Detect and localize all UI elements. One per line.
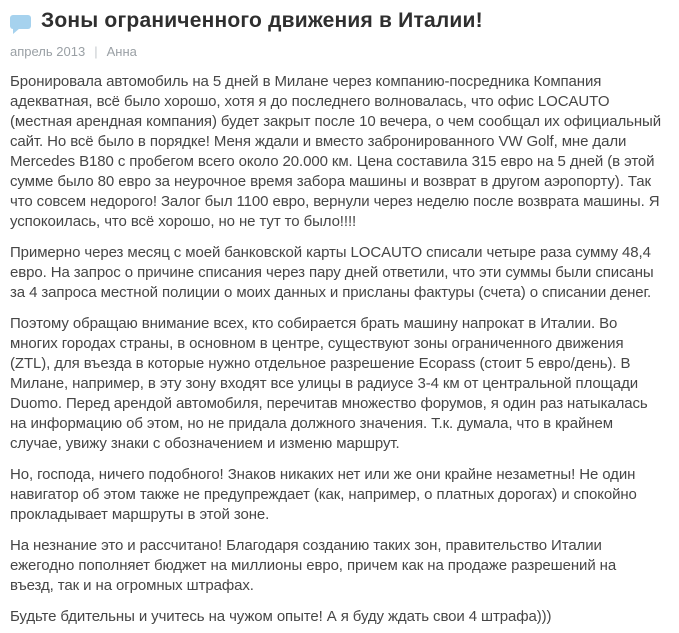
post-paragraph: Будьте бдительны и учитесь на чужом опыте! А я буду ждать свои 4 штрафа))): [10, 608, 552, 625]
post-header: [10, 9, 663, 33]
post-paragraph: Примерно через месяц с моей банковской карты LOCAUTO списали четыре раза сумму 48,4 евро. На запрос о причине списания через пару дней ответили, что эти суммы были списаны за 4 запроса местной полиции о моих данных и присланы фактуры (счета) о списании денег.: [10, 244, 654, 301]
post-title: Зоны ограниченного движения в Италии!: [41, 9, 483, 32]
post-paragraph: Бронировала автомобиль на 5 дней в Милане через компанию-посредника Компания адекватная, всё было хорошо, хотя я до последнего волновалась, что офис LOCAUTO (местная арендная компания) будет закрыт после 10 вечера, о чем сообщал их официальный сайт. Но всё было в порядке! Меня ждали и вместо забронированного VW Golf, мне дали Mercedes B180 с пробегом всего около 20.000 км. Цена составила 315 евро на 5 дней (в этой сумме было 80 евро за неурочное время забора машины и возврат в другом аэропорту). Так что совсем недорого! Залог был 1100 евро, вернули через неделю после возврата машины. Я успокоилась, что всё хорошо, но не тут то было!!!!: [10, 73, 661, 230]
post-body: [10, 72, 663, 627]
post-paragraph: Поэтому обращаю внимание всех, кто собирается брать машину напрокат в Италии. Во многих городах страны, в основном в центре, существуют зоны ограниченного движения (ZTL), для въезда в которые нужно отдельное разрешение Ecopass (стоит 5 евро/день). В Милане, например, в эту зону входят все улицы в радиусе 3-4 км от центральной площади Duomo. Перед арендой автомобиля, перечитав множество форумов, я один раз натыкалась на информацию об этом, но не придала должного значения. Т.к. думала, что в крайнем случае, увижу знаки с обозначением и изменю маршрут.: [10, 315, 648, 452]
post-date: апрель 2013: [10, 44, 86, 59]
post-paragraph: На незнание это и рассчитано! Благодаря созданию таких зон, правительство Италии ежегодно пополняет бюджет на миллионы евро, причем как на продаже разрешений на въезд, так и на огромных штрафах.: [10, 537, 617, 594]
meta-separator: |: [94, 44, 98, 59]
post-author: Анна: [106, 44, 137, 59]
post-meta: [10, 44, 663, 59]
post-paragraph: Но, господа, ничего подобного! Знаков никаких нет или же они крайне незаметны! Не один навигатор об этом также не предупреждает (как, например, о платных дорогах) и спокойно прокладывает маршруты в этой зоне.: [10, 466, 637, 523]
comment-bubble-icon: [10, 15, 31, 29]
